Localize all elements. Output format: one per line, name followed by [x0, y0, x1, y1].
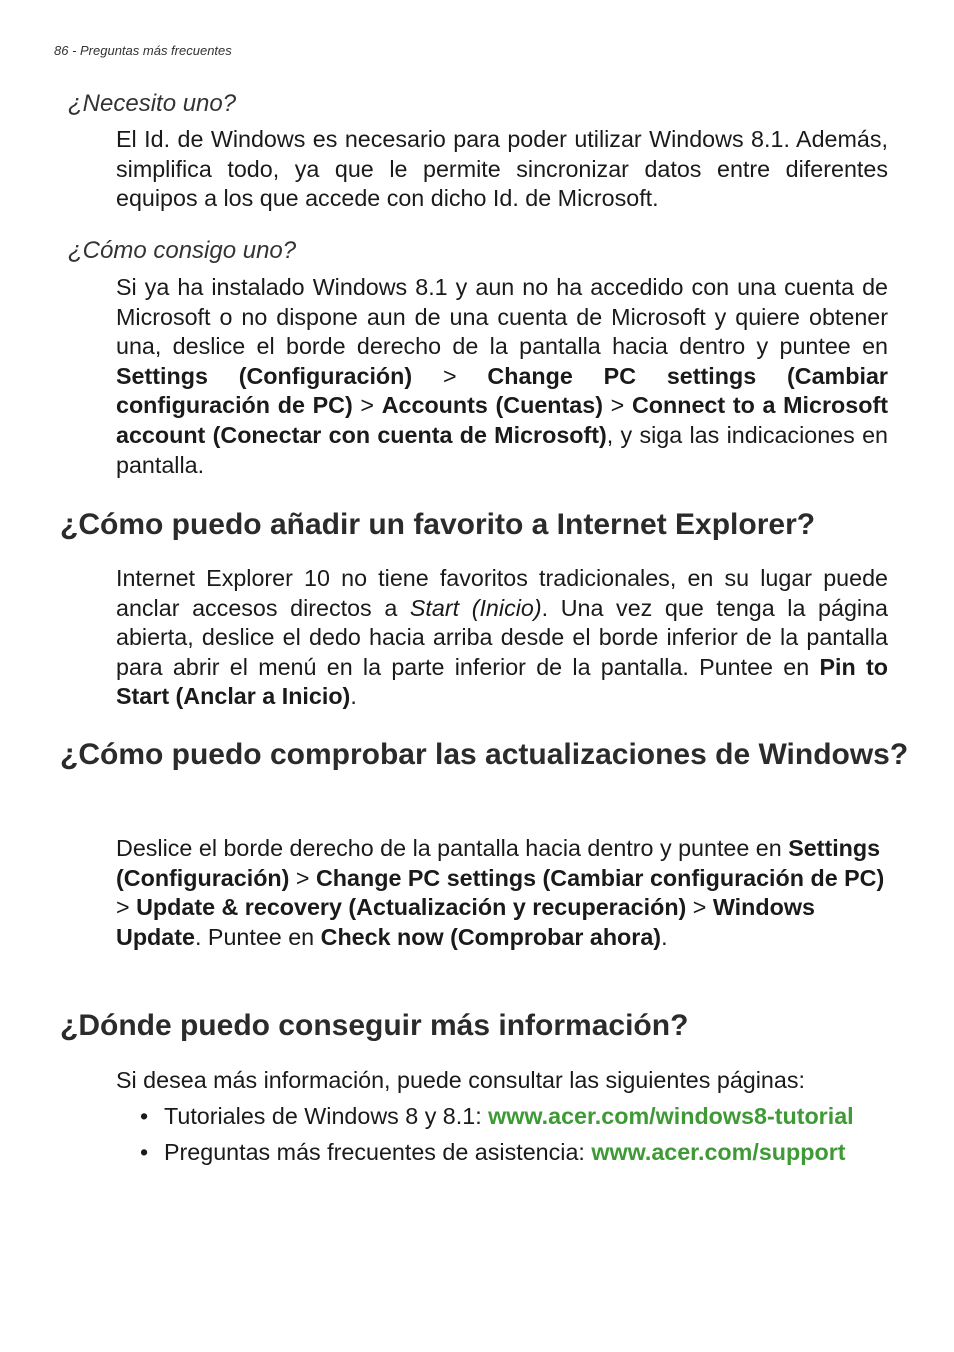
separator: > [602, 392, 632, 419]
paragraph-comprobar-actualizaciones [116, 834, 888, 952]
text-run: , y siga las indicaciones en pantalla. [116, 421, 888, 478]
text-run: Si ya ha instalado Windows 8.1 y aun no ha accedido con una cuenta de Microsoft o no dispone aun de una cuenta de Microsoft y quiere obtener una, deslice el borde derecho de la pantalla hacia dentro y puntee en [116, 274, 888, 360]
info-links-list [140, 1102, 890, 1173]
bold-settings: Settings (Configuración) [116, 835, 881, 891]
separator: > [289, 864, 316, 891]
list-item [140, 1102, 890, 1132]
list-item-text: Tutoriales de Windows 8 y 8.1: [164, 1103, 489, 1129]
list-item-text: Preguntas más frecuentes de asistencia: [164, 1138, 592, 1165]
paragraph-necesito-uno: El Id. de Windows es necesario para poder utilizar Windows 8.1. Además, simplifica todo, ya que le permite sincronizar datos entre diferentes equipos a los que accede con dicho Id. de Microsoft. [116, 126, 888, 212]
heading-mas-informacion: ¿Dónde puedo conseguir más información? [60, 1009, 689, 1042]
bold-pin-to-start: Pin to Start (Anclar a Inicio) [116, 653, 888, 710]
bullet-icon: • [140, 1138, 149, 1165]
text-run: . Una vez que tenga la página abierta, deslice el dedo hacia arriba desde el borde inferior de la pantalla para abrir el menú en la parte inferior de la pantalla. Puntee en [116, 594, 888, 680]
subhead-como-consigo-uno: ¿Cómo consigo uno? [68, 237, 297, 264]
paragraph-como-consigo-uno [116, 273, 888, 480]
separator: > [116, 894, 137, 921]
text-run: Internet Explorer 10 no tiene favoritos tradicionales, en su lugar puede anclar accesos directos a [116, 565, 888, 621]
text-run: . [661, 923, 668, 950]
subhead-necesito-uno: ¿Necesito uno? [68, 90, 237, 117]
bold-windows-update: Windows Update [116, 894, 815, 950]
heading-favorito-internet-explorer: ¿Cómo puedo añadir un favorito a Internet Explorer? [60, 508, 816, 541]
separator: > [686, 894, 713, 921]
italic-start: Start (Inicio) [409, 594, 542, 621]
text-run: . [350, 683, 357, 710]
bold-accounts: Accounts (Cuentas) [381, 392, 603, 419]
separator: > [412, 362, 488, 389]
list-item [140, 1138, 890, 1168]
paragraph-favorito-internet-explorer [116, 564, 888, 712]
bold-update-recovery: Update & recovery (Actualización y recuperación) [136, 894, 687, 921]
separator: > [352, 392, 382, 419]
heading-comprobar-actualizaciones: ¿Cómo puedo comprobar las actualizaciones de Windows? [60, 738, 909, 771]
bold-settings: Settings (Configuración) [116, 362, 413, 389]
link-support[interactable]: www.acer.com/support [591, 1138, 846, 1165]
paragraph-mas-informacion-intro: Si desea más información, puede consultar las siguientes páginas: [116, 1067, 805, 1093]
bullet-icon: • [140, 1103, 149, 1129]
bold-connect-microsoft-account: Connect to a Microsoft account (Conectar con cuenta de Microsoft) [116, 392, 888, 448]
text-run: . Puntee en [194, 923, 321, 950]
bold-change-pc-settings: Change PC settings (Cambiar configuración de PC) [315, 864, 885, 891]
running-header: 86 - Preguntas más frecuentes [54, 43, 232, 58]
bold-change-pc-settings: Change PC settings (Cambiar configuración de PC) [116, 362, 888, 419]
bold-check-now: Check now (Comprobar ahora) [320, 923, 662, 950]
link-windows8-tutorial[interactable]: www.acer.com/windows8-tutorial [488, 1103, 854, 1129]
text-run: Deslice el borde derecho de la pantalla hacia dentro y puntee en [116, 835, 789, 861]
